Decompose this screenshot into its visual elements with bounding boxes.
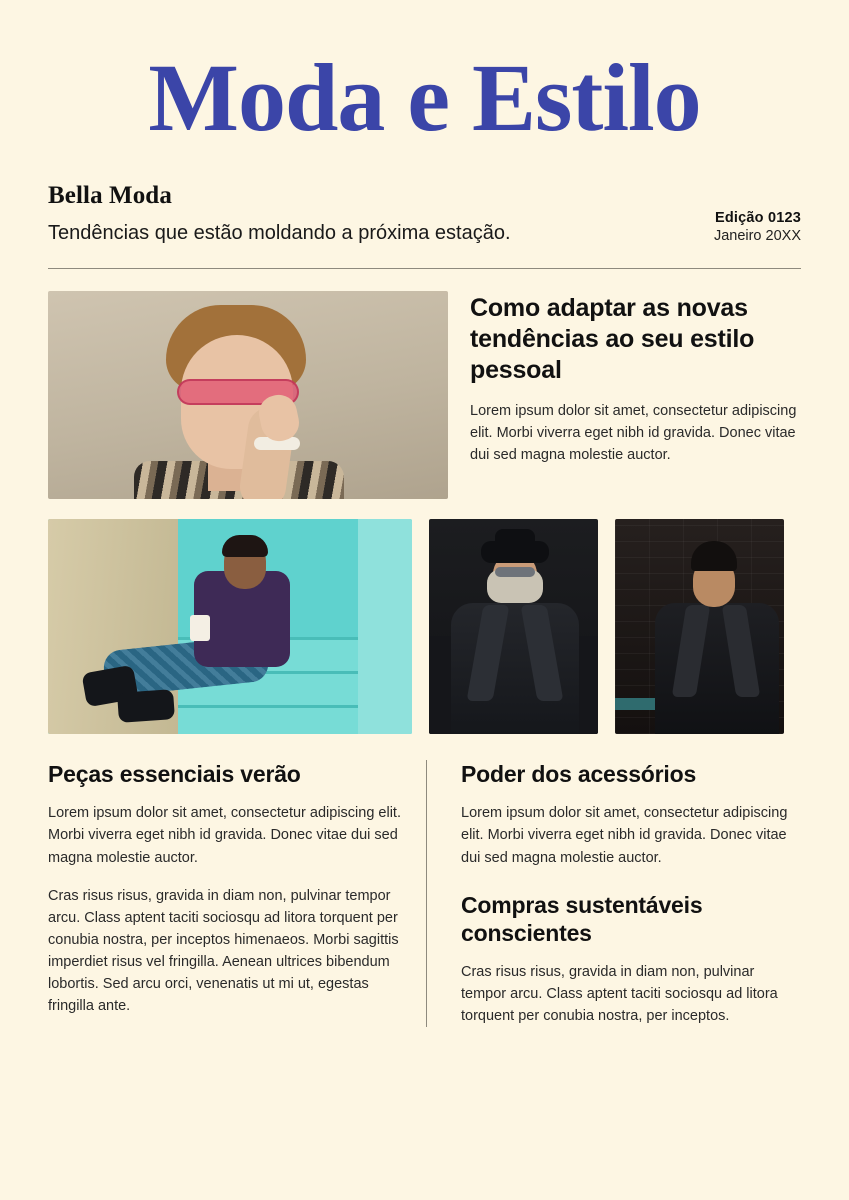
page-title: Moda e Estilo <box>148 44 701 151</box>
column-left-paragraph-2: Cras risus risus, gravida in diam non, pulvinar tempor arcu. Class aptent taciti sociosqu ad litora torquent per conubia nostra, per inceptos himenaeos. Morbi sagittis imperdiet risus vel fringilla. Aenean ultrices bibendum lobortis. Sed arcu orci, venenatis ut mi ut, egestas fringilla ante. <box>48 887 399 1014</box>
edition-number: Edição 0123 <box>714 210 801 227</box>
column-left-title: Peças essenciais verão <box>48 761 301 788</box>
strip-photo-1 <box>48 519 412 734</box>
brand-name: Bella Moda <box>48 182 172 209</box>
tagline: Tendências que estão moldando a próxima estação. <box>48 222 511 244</box>
column-right-title-1: Poder dos acessórios <box>461 761 697 788</box>
edition-date: Janeiro 20XX <box>713 228 801 245</box>
feature-article <box>48 291 801 499</box>
strip-photo-2 <box>429 519 598 734</box>
edition-info <box>714 210 801 246</box>
column-right-paragraph-1: Lorem ipsum dolor sit amet, consectetur adipiscing elit. Morbi viverra eget nibh id gravida. Donec vitae dui sed magna molestie auctor. <box>461 805 788 866</box>
feature-body: Lorem ipsum dolor sit amet, consectetur adipiscing elit. Morbi viverra eget nibh id gravida. Donec vitae dui sed magna molestie auctor. <box>470 402 797 463</box>
column-left-paragraph-1: Lorem ipsum dolor sit amet, consectetur adipiscing elit. Morbi viverra eget nibh id gravida. Donec vitae dui sed magna molestie auctor. <box>48 805 401 866</box>
header-divider <box>48 268 801 269</box>
strip-photo-3 <box>615 519 784 734</box>
header-left <box>48 182 511 246</box>
header-row <box>48 182 801 246</box>
column-right-paragraph-2: Cras risus risus, gravida in diam non, pulvinar tempor arcu. Class aptent taciti sociosqu ad litora torquent per conubia nostra, per inceptos. <box>461 963 778 1024</box>
feature-text <box>470 291 801 499</box>
feature-photo <box>48 291 448 499</box>
article-columns <box>48 760 801 1026</box>
column-right-title-2: Compras sustentáveis conscientes <box>461 891 703 946</box>
column-right <box>427 760 801 1026</box>
feature-title: Como adaptar as novas tendências ao seu estilo pessoal <box>470 294 755 384</box>
photo-strip <box>48 519 801 734</box>
column-left <box>48 760 426 1026</box>
